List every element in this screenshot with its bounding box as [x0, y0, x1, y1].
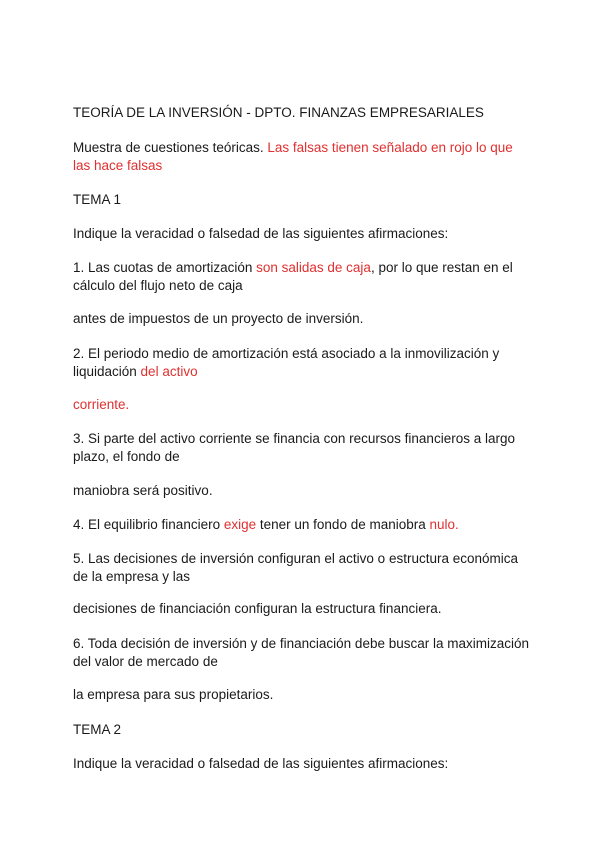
question-1-continuation: antes de impuestos de un proyecto de inversión. [73, 311, 364, 326]
instruction-tema-2: Indique la veracidad o falsedad de las siguientes afirmaciones: [73, 756, 449, 771]
question-4-highlight-2: nulo. [429, 517, 459, 532]
question-1-text: 1. Las cuotas de amortización [73, 260, 257, 275]
question-2-highlight: del activo [140, 364, 198, 379]
question-5-continuation: decisiones de financiación configuran la estructura financiera. [73, 601, 442, 616]
question-2 [73, 345, 533, 381]
question-4 [73, 516, 533, 534]
instruction-tema-1: Indique la veracidad o falsedad de las siguientes afirmaciones: [73, 226, 449, 241]
question-6: 6. Toda decisión de inversión y de financiación debe buscar la maximización del valor de mercado de [73, 636, 530, 669]
question-1-highlight: son salidas de caja [256, 260, 371, 275]
question-1 [73, 259, 533, 295]
question-3: 3. Si parte del activo corriente se financia con recursos financieros a largo plazo, el fondo de [73, 431, 515, 464]
question-2-continuation: corriente. [73, 397, 130, 412]
document-title: TEORÍA DE LA INVERSIÓN - DPTO. FINANZAS EMPRESARIALES [73, 105, 484, 120]
question-4-text: 4. El equilibrio financiero [73, 517, 224, 532]
section-heading-tema-1: TEMA 1 [73, 192, 122, 207]
section-heading-tema-2: TEMA 2 [73, 722, 122, 737]
intro-highlight: Las falsas tienen señalado en rojo lo que las hace falsas [73, 140, 513, 173]
intro-paragraph [73, 139, 533, 175]
question-2-text: 2. El periodo medio de amortización está asociado a la inmovilización y liquidación [73, 346, 500, 379]
question-5: 5. Las decisiones de inversión configuran el activo o estructura económica de la empresa y las [73, 551, 518, 584]
question-3-continuation: maniobra será positivo. [73, 483, 213, 498]
intro-text: Muestra de cuestiones teóricas. [73, 140, 268, 155]
question-6-continuation: la empresa para sus propietarios. [73, 687, 274, 702]
question-4-text-2: tener un fondo de maniobra [256, 517, 430, 532]
question-4-highlight-1: exige [223, 517, 257, 532]
question-1-text-2: , por lo que restan en el cálculo del flujo neto de caja [73, 260, 513, 293]
